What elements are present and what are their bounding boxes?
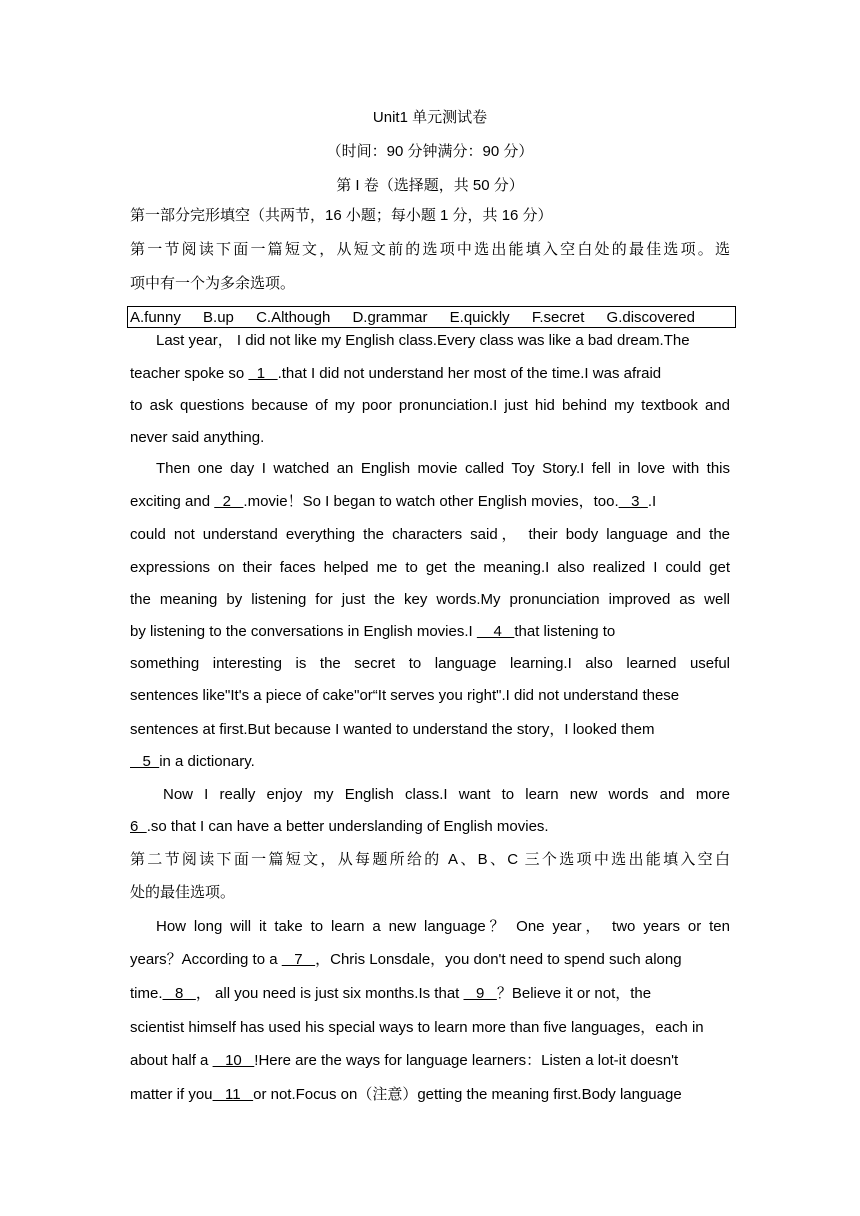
- section2-instruction-line2: 处的最佳选项。: [130, 884, 236, 901]
- blank-2: 2: [214, 493, 244, 510]
- blank-8: 8: [162, 985, 196, 1002]
- text-segment: teacher spoke so: [130, 365, 249, 382]
- blank-1: 1: [248, 365, 278, 382]
- passage2-line: [130, 1085, 730, 1105]
- blank-4: 4: [476, 623, 515, 640]
- blank-5: 5: [130, 753, 160, 770]
- text-segment: that listening to: [514, 623, 616, 640]
- text-segment: in a dictionary.: [159, 753, 255, 770]
- section2-instruction-line1: 第二节阅读下面一篇短文，从每题所给的 A、B、C 三个选项中选出能填入空白: [130, 851, 730, 868]
- option-b: B.up: [203, 309, 234, 326]
- text-segment: .so that I can have a better underslanding of English movies.: [146, 818, 549, 835]
- passage1-line: Now I really enjoy my English class.I want to learn new words and more: [163, 786, 730, 803]
- text-segment: time.: [130, 985, 163, 1002]
- passage1-line: [130, 622, 730, 642]
- passage1-line: the meaning by listening for just the key words.My pronunciation improved as well: [130, 591, 730, 608]
- text-segment: ， all you need is just six months.Is that: [195, 985, 464, 1002]
- passage1-line: to ask questions because of my poor pronunciation.I just hid behind my textbook and: [130, 397, 730, 414]
- blank-9: 9: [463, 985, 497, 1002]
- passage1-line: [130, 817, 730, 837]
- passage2-line: How long will it take to learn a new language？ One year， two years or ten: [156, 918, 730, 935]
- text-segment: about half a: [130, 1052, 213, 1069]
- blank-10: 10: [212, 1052, 255, 1069]
- text-segment: or not.Focus on（注意）getting the meaning first.Body language: [253, 1086, 682, 1103]
- text-segment: .I: [647, 493, 657, 510]
- passage1-line: [130, 752, 730, 772]
- time-info: （时间：90 分钟满分：90 分）: [326, 143, 534, 160]
- options-list: [130, 309, 713, 327]
- passage1-line: [130, 364, 730, 384]
- blank-6: 6: [130, 818, 147, 835]
- text-segment: .movie！So I began to watch other English movies，too.: [243, 493, 619, 510]
- part1-heading: 第一部分完形填空（共两节，16 小题；每小题 1 分，共 16 分）: [130, 207, 553, 224]
- passage2-line: [130, 950, 730, 970]
- passage1-line: [156, 331, 730, 351]
- text-segment: ，Chris Lonsdale，you don't need to spend such along: [315, 951, 682, 968]
- section1-instruction-line2: 项中有一个为多余选项。: [130, 275, 296, 292]
- option-f: F.secret: [531, 309, 585, 326]
- document-title: Unit1 单元测试卷: [372, 109, 488, 126]
- volume-heading: 第 I 卷（选择题，共 50 分）: [336, 177, 524, 194]
- blank-11: 11: [212, 1086, 254, 1103]
- text-segment: years？According to a: [130, 951, 282, 968]
- option-g: G.discovered: [606, 309, 695, 326]
- blank-7: 7: [281, 951, 316, 968]
- passage2-line: scientist himself has used his special ways to learn more than five languages，each in: [130, 1019, 704, 1036]
- text-segment: Last year， I did not like my English class.Every class was like a bad dream.The: [156, 332, 690, 349]
- blank-3: 3: [618, 493, 648, 510]
- passage1-line: sentences like"It's a piece of cake"or“It serves you right".I did not understand these: [130, 687, 680, 704]
- text-segment: !Here are the ways for language learners：Listen a lot-it doesn't: [254, 1052, 679, 1069]
- passage1-line: [130, 492, 730, 512]
- text-segment: .that I did not understand her most of the time.I was afraid: [277, 365, 662, 382]
- text-segment: by listening to the conversations in English movies.I: [130, 623, 477, 640]
- option-d: D.grammar: [352, 309, 428, 326]
- option-a: A.funny: [130, 309, 181, 326]
- passage2-line: [130, 984, 730, 1004]
- passage1-line: could not understand everything the characters said， their body language and the: [130, 526, 730, 543]
- passage1-line: sentences at first.But because I wanted to understand the story，I looked them: [130, 721, 655, 738]
- section1-instruction-line1: 第一节阅读下面一篇短文，从短文前的选项中选出能填入空白处的最佳选项。选: [130, 241, 730, 258]
- passage2-line: [130, 1051, 730, 1071]
- text-segment: exciting and: [130, 493, 215, 510]
- passage1-line: expressions on their faces helped me to get the meaning.I also realized I could get: [130, 559, 730, 576]
- option-c: C.Although: [256, 309, 331, 326]
- text-segment: matter if you: [130, 1086, 213, 1103]
- passage1-line: something interesting is the secret to language learning.I also learned useful: [130, 655, 730, 672]
- passage1-line: never said anything.: [130, 429, 265, 446]
- text-segment: ？Believe it or not，the: [496, 985, 652, 1002]
- option-e: E.quickly: [449, 309, 510, 326]
- passage1-line: Then one day I watched an English movie called Toy Story.I fell in love with this: [156, 460, 730, 477]
